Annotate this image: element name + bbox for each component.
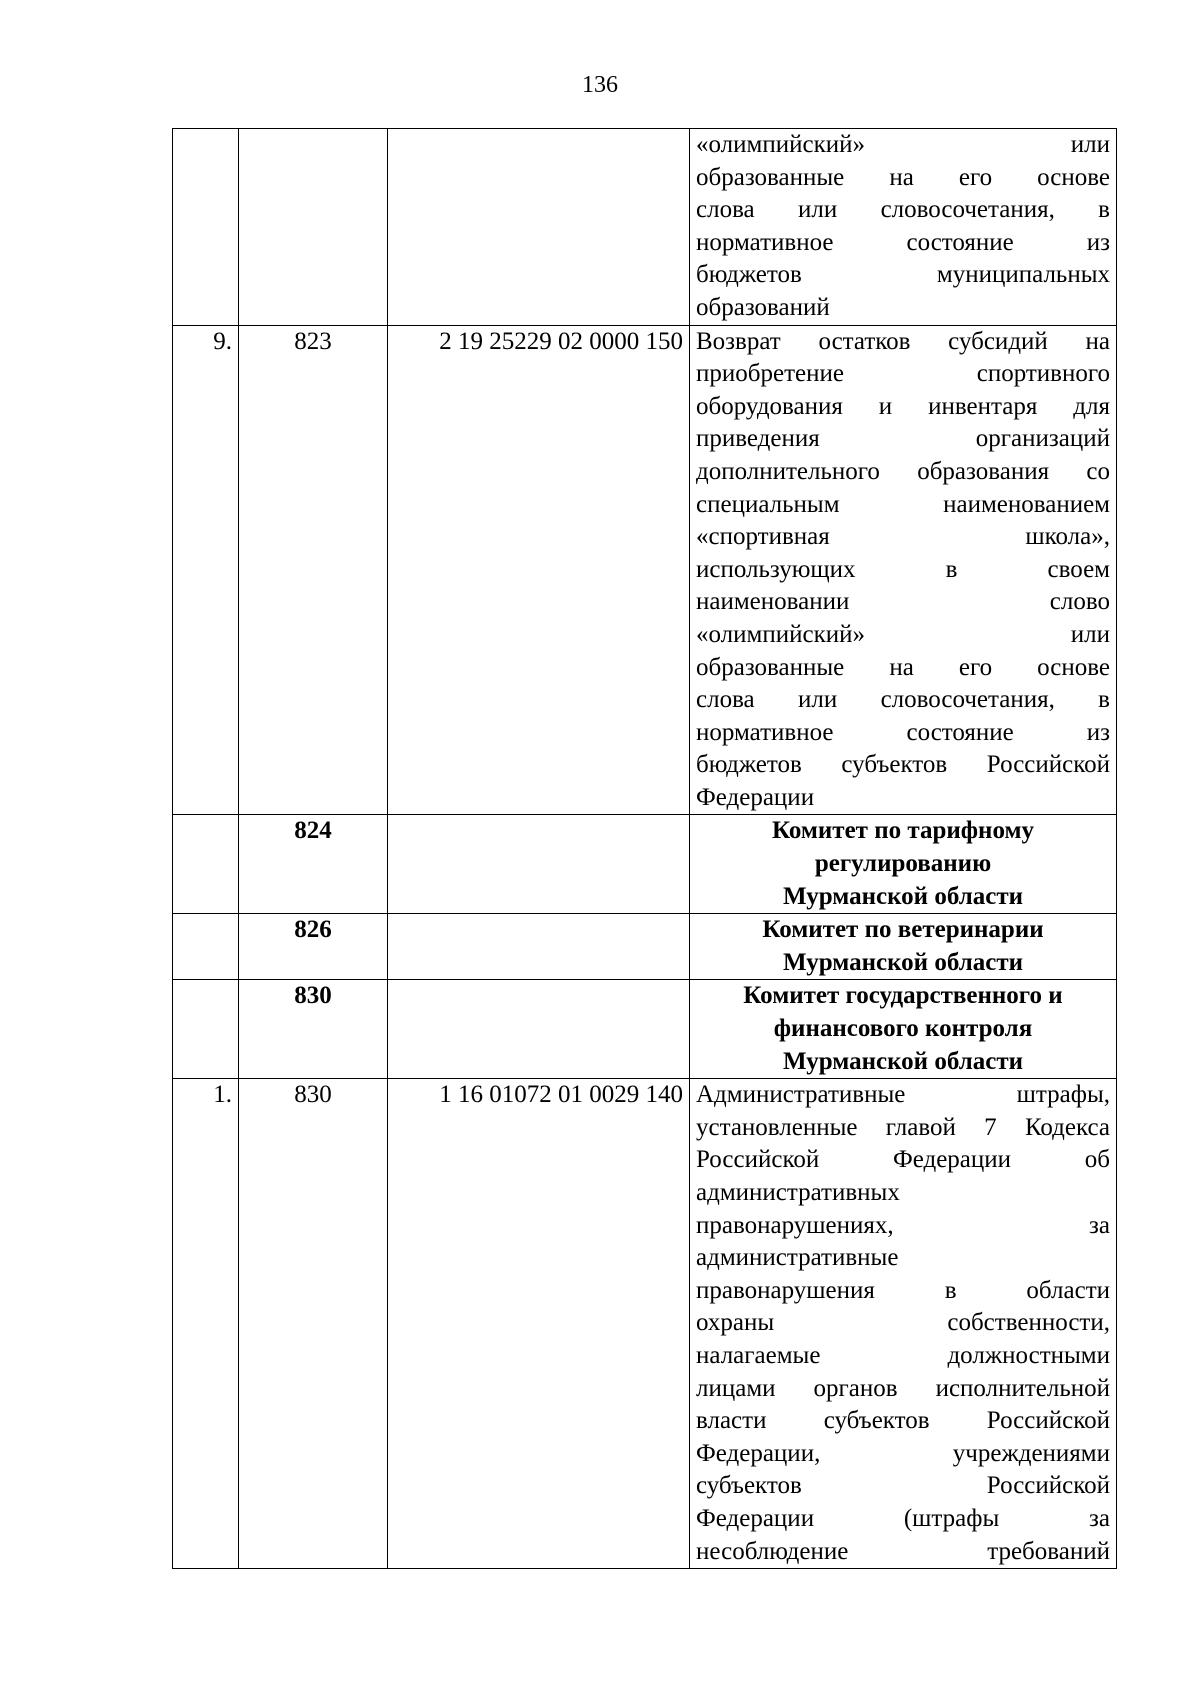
text-line: приобретение спортивного <box>696 360 1110 388</box>
heading-line: Комитет по тарифному <box>771 817 1035 845</box>
text-line: власти субъектов Российской <box>696 1407 1110 1435</box>
text-line: охраны собственности, <box>696 1309 1110 1337</box>
row-number-cell <box>173 914 239 980</box>
text-line: наименовании слово <box>696 588 1110 616</box>
section-heading-row <box>173 980 1117 1079</box>
text-line: налагаемые должностными <box>696 1341 1110 1369</box>
heading-line: Комитет по ветеринарии <box>762 916 1044 944</box>
section-heading-row <box>173 914 1117 980</box>
heading-line: Мурманской области <box>782 882 1024 910</box>
table-row <box>173 325 1117 815</box>
text-line: слова или словосочетания, в <box>696 686 1110 714</box>
administrator-name-cell <box>690 914 1117 980</box>
heading-line: Мурманской области <box>782 948 1024 976</box>
text-line: нормативное состояние из <box>696 718 1110 746</box>
revenue-code-cell: 1 16 01072 01 0029 140 <box>388 1079 690 1569</box>
text-line: лицами органов исполнительной <box>696 1374 1110 1402</box>
admin-code-cell: 824 <box>239 815 388 914</box>
row-number-cell <box>173 980 239 1079</box>
text-line: нормативное состояние из <box>696 228 1110 256</box>
revenue-name-cell <box>690 129 1117 326</box>
text-line: Возврат остатков субсидий на <box>696 327 1110 355</box>
text-line: «олимпийский» или <box>696 620 1110 648</box>
text-line: правонарушения в области <box>696 1276 1110 1304</box>
text-line: бюджетов субъектов Российской <box>696 751 1110 779</box>
revenue-codes-table <box>172 128 1117 1569</box>
revenue-code-cell <box>388 914 690 980</box>
text-line: использующих в своем <box>696 555 1110 583</box>
heading-line: регулированию <box>814 850 992 878</box>
text-line: приведения организаций <box>696 425 1110 453</box>
table-row <box>173 1079 1117 1569</box>
text-line: Федерации <box>696 783 815 811</box>
text-line: образований <box>696 293 830 321</box>
administrator-name-cell <box>690 980 1117 1079</box>
admin-code-cell: 826 <box>239 914 388 980</box>
text-line: Российской Федерации об <box>696 1146 1110 1174</box>
admin-code-cell: 830 <box>239 980 388 1079</box>
text-line: слова или словосочетания, в <box>696 196 1110 224</box>
text-line: установленные главой 7 Кодекса <box>696 1113 1110 1141</box>
text-line: специальным наименованием <box>696 490 1110 518</box>
revenue-code-cell: 2 19 25229 02 0000 150 <box>388 325 690 815</box>
row-number-cell: 9. <box>173 325 239 815</box>
revenue-name-cell <box>690 325 1117 815</box>
text-line: оборудования и инвентаря для <box>696 392 1110 420</box>
heading-line: финансового контроля <box>773 1015 1033 1043</box>
admin-code-cell <box>239 129 388 326</box>
text-line: Федерации (штрафы за <box>696 1504 1110 1532</box>
text-line: административных <box>696 1179 900 1206</box>
revenue-code-cell <box>388 980 690 1079</box>
text-line: «олимпийский» или <box>696 131 1110 158</box>
page-number: 136 <box>582 72 618 98</box>
text-line: «спортивная школа», <box>696 523 1110 551</box>
revenue-name-cell <box>690 1079 1117 1569</box>
text-line: образованные на его основе <box>696 653 1110 681</box>
admin-code-cell: 823 <box>239 325 388 815</box>
text-line: субъектов Российской <box>696 1472 1110 1500</box>
table-row <box>173 129 1117 326</box>
revenue-code-cell <box>388 129 690 326</box>
text-line: Федерации, учреждениями <box>696 1439 1110 1467</box>
text-line: несоблюдение требований <box>696 1537 1110 1565</box>
admin-code-cell: 830 <box>239 1079 388 1569</box>
heading-line: Комитет государственного и <box>743 982 1063 1010</box>
administrator-name-cell <box>690 815 1117 914</box>
heading-line: Мурманской области <box>782 1047 1024 1075</box>
row-number-cell <box>173 815 239 914</box>
text-line: правонарушениях, за <box>696 1211 1110 1239</box>
text-line: административные <box>696 1244 899 1272</box>
section-heading-row <box>173 815 1117 914</box>
text-line: образованные на его основе <box>696 163 1110 191</box>
row-number-cell: 1. <box>173 1079 239 1569</box>
text-line: бюджетов муниципальных <box>696 261 1110 289</box>
revenue-code-cell <box>388 815 690 914</box>
row-number-cell <box>173 129 239 326</box>
text-line: дополнительного образования со <box>696 457 1110 485</box>
text-line: Административные штрафы, <box>696 1081 1110 1109</box>
